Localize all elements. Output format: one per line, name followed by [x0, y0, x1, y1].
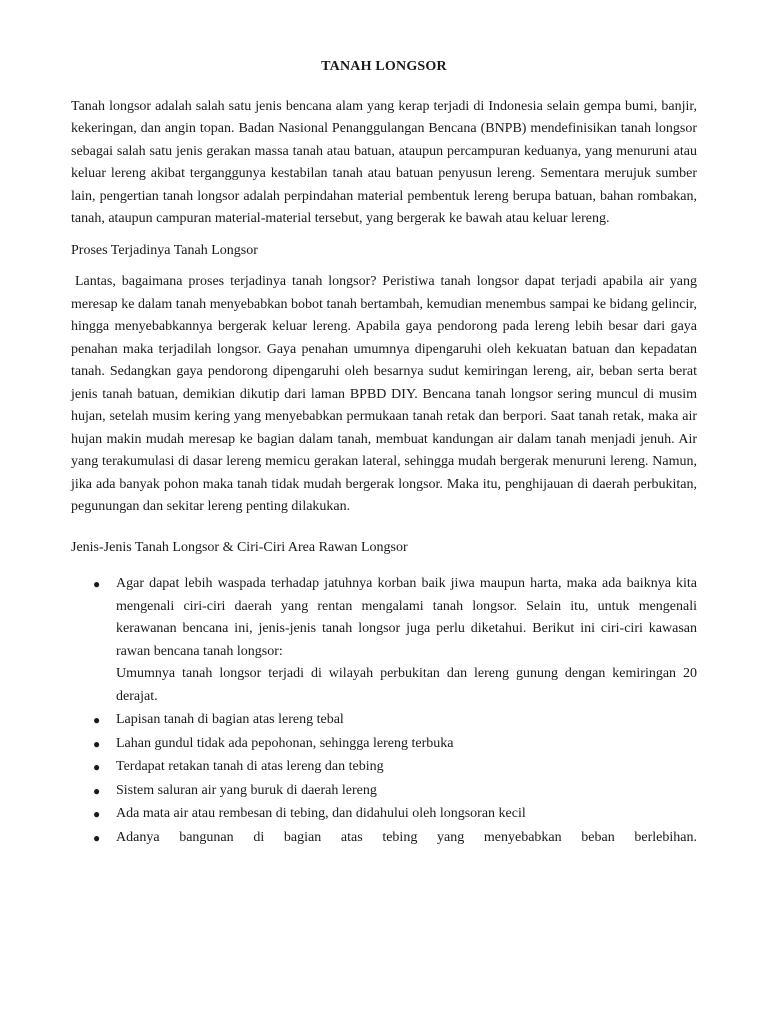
page-title: TANAH LONGSOR: [321, 59, 447, 74]
list-item: [71, 827, 697, 850]
list-item-text: Lapisan tanah di bagian atas lereng tebal: [116, 712, 344, 727]
section-heading-process: Proses Terjadinya Tanah Longsor: [71, 242, 258, 258]
section-heading-types: Jenis-Jenis Tanah Longsor & Ciri-Ciri Area Rawan Longsor: [71, 539, 408, 555]
bullet-icon: ●: [93, 713, 101, 727]
list-item-text: Terdapat retakan tanah di atas lereng dan tebing: [116, 759, 384, 774]
bullet-icon: ●: [93, 783, 101, 798]
list-item-text: Agar dapat lebih waspada terhadap jatuhnya korban baik jiwa maupun harta, maka ada baiknya kita mengenali ciri-ciri daerah yang rentan mengalami tanah longsor. Selain itu, untuk mengenali kerawanan bencana ini, jenis-jenis tanah longsor juga perlu diketahui. Berikut ini ciri-ciri kawasan rawan bencana tanah longsor:: [116, 576, 697, 659]
list-item: [71, 756, 697, 779]
list-item: [71, 780, 697, 803]
intro-paragraph: Tanah longsor adalah salah satu jenis bencana alam yang kerap terjadi di Indonesia selain gempa bumi, banjir, kekeringan, dan angin topan. Badan Nasional Penanggulangan Bencana (BNPB) mendefinisikan tanah longsor sebagai salah satu jenis gerakan massa tanah atau batuan, ataupun percampuran keduanya, yang menuruni atau keluar lereng akibat terganggunya kestabilan tanah atau batuan penyusun lereng. Sementara merujuk sumber lain, pengertian tanah longsor adalah perpindahan material pembentuk lereng berupa batuan, bahan rombakan, tanah, ataupun campuran material-material tersebut, yang bergerak ke bawah atau keluar lereng.: [71, 98, 697, 226]
bullet-icon: ●: [93, 736, 101, 751]
characteristics-list: [71, 573, 697, 849]
list-item-text: Sistem saluran air yang buruk di daerah lereng: [116, 782, 377, 798]
list-item: [71, 733, 697, 756]
process-paragraph: Lantas, bagaimana proses terjadinya tanah longsor? Peristiwa tanah longsor dapat terjadi apabila air yang meresap ke dalam tanah menyebabkan bobot tanah bertambah, kemudian menembus sampai ke bidang gelincir, hingga menyebabkannya bergerak keluar lereng. Apabila gaya pendorong pada lereng lebih besar dari gaya penahan maka terjadilah longsor. Gaya penahan umumnya dipengaruhi oleh kekuatan batuan dan kepadatan tanah. Sedangkan gaya pendorong dipengaruhi oleh besarnya sudut kemiringan lereng, air, beban serta berat jenis tanah batuan, demikian dikutip dari laman BPBD DIY. Bencana tanah longsor sering muncul di musim hujan, setelah musim kering yang menyebabkan permukaan tanah retak dan berpori. Saat tanah retak, maka air hujan makin mudah meresap ke bagian dalam tanah, membuat kandungan air dalam tanah menjadi jenuh. Air yang terakumulasi di dasar lereng memicu gerakan lateral, sehingga mudah bergerak menuruni lereng. Namun, jika ada banyak pohon maka tanah tidak mudah bergerak longsor. Maka itu, penghijauan di daerah perbukitan, pegunungan dan sekitar lereng penting dilakukan.: [71, 274, 697, 514]
list-item-text: Lahan gundul tidak ada pepohonan, sehingga lereng terbuka: [116, 735, 454, 751]
bullet-icon: ●: [93, 830, 101, 845]
bullet-icon: ●: [93, 577, 101, 591]
list-item-text: Ada mata air atau rembesan di tebing, dan didahului oleh longsoran kecil: [116, 806, 526, 821]
list-item: [71, 573, 697, 708]
document-page: [71, 56, 697, 850]
bullet-icon: ●: [93, 807, 101, 821]
bullet-icon: ●: [93, 760, 101, 774]
list-item-text: Adanya bangunan di bagian atas tebing yang menyebabkan beban berlebihan.: [116, 829, 697, 845]
list-item: [71, 709, 697, 732]
list-item: [71, 803, 697, 826]
list-item-note: Umumnya tanah longsor terjadi di wilayah perbukitan dan lereng gunung dengan kemiringan 20 derajat.: [116, 666, 697, 704]
